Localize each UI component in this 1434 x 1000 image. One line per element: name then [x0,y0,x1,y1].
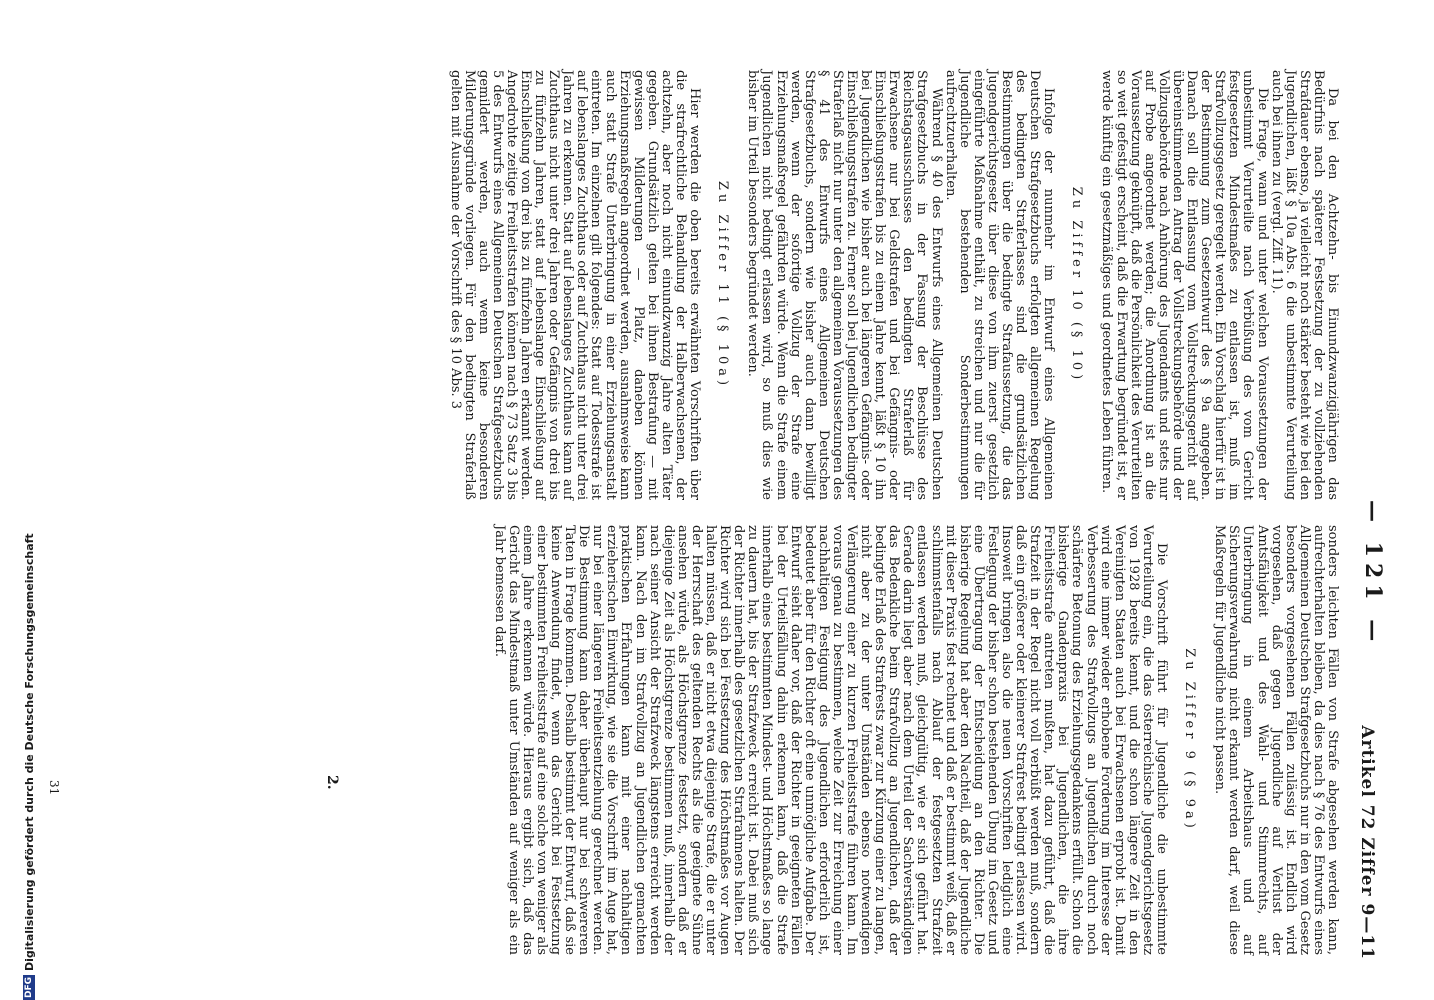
paragraph: Infolge der nunmehr im Entwurf eines Allgemeinen Deutschen Strafgesetzbuchs erfolgten allgemeinen Regelung des bedingten Straferlasses sind die grundsätzlichen Bestimmungen über die bedingte Strafaussetzung, die das Jugendgerichtsgesetz über diese von ihm zuerst gesetzlich eingeführte Maßnahme enthält, zu streichen und nur die für Jugendliche bestehenden Sonderbestimmungen aufrechtzuerhalten. [942,70,1057,500]
paragraph: Die Vorschrift führt für Jugendliche die unbestimmte Verurteilung ein, die das österreichische Jugendgerichtsgesetz von 1928 bereits kennt, und die schon längere Zeit in den Vereinigten Staaten auch bei Erwachsenen erprobt ist. Damit wird eine immer wieder erhobene Forderung im Interesse der Verbesserung des Strafvollzugs an Jugendlichen durch noch schärfere Betonung des Erziehungsgedankens erfüllt. Schon die bisherige Gnadenpraxis bei Jugendlichen, die ihre Freiheitsstrafe antreten mußten, hat dazu geführt, daß die Strafzeit in der Regel nicht voll verbüßt werden muß, sondern daß ein größerer oder kleinerer Strafrest bedingt erlassen wird. Insoweit bringen also die neuen Vorschriften lediglich eine Festlegung der bisher schon bestehenden Übung im Gesetz und eine Übertragung der Entscheidung an den Richter. Die bisherige Regelung hat aber den Nachteil, daß der Jugendliche mit dieser Praxis fest rechnet und daß er bestimmt weiß, daß er schlimmstenfalls nach Ablauf der festgesetzten Strafzeit entlassen werden muß, gleichgültig, wie er sich geführt hat. Gerade darin liegt aber nach dem Urteil der Sachverständigen das Bedenkliche beim Strafvollzug an Jugendlichen, daß der bedingte Erlaß des Strafrests zwar zur Kürzung einer zu langen, nicht aber zu der unter Umständen ebenso notwendigen Verlängerung einer zu kurzen Freiheitsstrafe führen kann. Im voraus genau zu bestimmen, welche Zeit zur Erreichung einer nachhaltigen Festigung des Jugendlichen erforderlich ist, bedeutet aber für den Richter oft eine unmögliche Aufgabe. Der Entwurf sieht daher vor, daß der Richter in geeigneten Fällen bei der Urteilsfällung dahin erkennen kann, daß die Strafe innerhalb eines bestimmten Mindest- und Höchstmaßes so lange zu dauern hat, bis der Strafzweck erreicht ist. Dabei muß sich der Richter innerhalb des gesetzlichen Strafrahmens halten. Der Richter wird sich bei Festsetzung des Höchstmaßes vor Augen halten müssen, daß er nicht etwa diejenige Strafe, die er unter der Herrschaft des geltenden Rechts als die geeignete Sühne ansehen würde, als Höchstgrenze festsetzt, sondern daß er diejenige Zeit als Höchstgrenze bestimmen muß, innerhalb der nach seiner Ansicht der Strafzweck längstens erreicht werden kann. Nach den im Strafvollzug an Jugendlichen gemachten praktischen Erfahrungen kann mit einer nachhaltigen erzieherischen Einwirkung, wie sie die Vorschrift im Auge hat, nur bei einer längeren Freiheitsentziehung gerechnet werden. Die Bestimmung kann daher überhaupt nur bei schwereren Taten in Frage kommen. Deshalb bestimmt der Entwurf, daß sie keine Anwendung findet, wenn das Gericht bei Festsetzung einer bestimmten Freiheitsstrafe auf eine solche von weniger als einem Jahre erkennen würde. Hieraus ergibt sich, daß das Gericht das Mindestmaß unter Umständen auf weniger als ein Jahr bemessen darf. [491,525,1170,955]
digitization-credit [18,0,40,1000]
signature-mark: 2. [324,775,340,790]
section-heading: Zu Ziffer 10 (§ 10) [1069,186,1085,384]
section-heading: Zu Ziffer 11 (§ 10a) [715,180,731,390]
paragraph: sonders leichten Fällen von Strafe abgesehen werden kann, aufrechterhalten bleiben, da dies nach § 76 des Entwurfs eines Allgemeinen Deutschen Strafgesetzbuchs nur in den vom Gesetz besonders vorgesehenen Fällen zulässig ist. Endlich wird vorgesehen, daß gegen Jugendliche auf Verlust der Amtsfähigkeit und des Wahl- und Stimmrechts, auf Unterbringung in einem Arbeitshaus und auf Sicherungsverwahrung nicht erkannt werden darf, weil diese Maßregeln für Jugendliche nicht passen. [1212,525,1340,955]
paragraph: Da bei den Achtzehn- bis Einundzwanzigjährigen das Bedürfnis nach späterer Festsetzung der zu vollziehenden Strafdauer ebenso, ja vielleicht noch stärker besteht wie bei den Jugendlichen, läßt § 10a Abs. 6 die unbestimmte Verurteilung auch bei ihnen zu (vergl. Ziff. 11). [1268,70,1340,500]
page-number: — 121 — [1360,500,1386,648]
paragraph: Hier werden die oben bereits erwähnten Vorschriften über die strafrechtliche Behandlung der Halberwachsenen, der achtzehn, aber noch nicht einundzwanzig Jahre alten Täter gegeben. Grundsätzlich gelten bei ihnen Bestrafung — mit gewissen Milderungen — Platz, daneben können Erziehungsmaßregeln angeordnet werden, ausnahmsweise kann auch statt Strafe Unterbringung in einer Erziehungsanstalt eintreten. Im einzelnen gilt folgendes: Statt auf Todesstrafe ist auf lebenslanges Zuchthaus oder auf Zuchthaus nicht unter drei Jahren zu erkennen. Statt auf lebenslanges Zuchthaus kann auf Zuchthaus nicht unter drei Jahren oder Gefängnis von drei bis zu fünfzehn Jahren, statt auf lebenslange Einschließung auf Einschließung von drei bis zu fünfzehn Jahren erkannt werden. Angedrohte zeitige Freiheitsstrafen können nach § 73 Satz 3 bis 5 des Entwurfs eines Allgemeinen Deutschen Strafgesetzbuchs gemildert werden, auch wenn keine besonderen Milderungsgründe vorliegen. Für den bedingten Straferlaß gelten mit Ausnahme der Vorschrift des § 10 Abs. 3 [447,70,703,500]
running-head: Artikel 72 Ziffer 9—11 [1357,725,1377,960]
section-heading: Zu Ziffer 9 (§ 9a) [1182,648,1198,832]
page-fragment-number: 31 [47,780,61,796]
paragraph: Die Frage, wann und unter welchen Voraussetzungen der unbestimmt Verurteilte nach Verbüßung des vom Gericht festgesetzten Mindestmaßes zu entlassen ist, muß im Strafvollzugsgesetz geregelt werden. Ein Vorschlag hierfür ist in der Bestimmung zum Gesetzentwurf des § 9a angegeben. Danach soll die Entlassung vom Vollstreckungsgericht auf übereinstimmenden Antrag der Vollstreckungsbehörde und der Vollzugsbehörde nach Anhörung des Jugendamts und stets nur auf Probe angeordnet werden; die Anordnung ist an die Voraussetzung geknüpft, daß die Persönlichkeit des Verurteilten so weit gefestigt erscheint, daß die Erwartung begründet ist, er werde künftig ein gesetzmäßiges und geordnetes Leben führen. [1099,70,1270,500]
page-header [1344,70,1386,960]
paragraph: Während § 40 des Entwurfs eines Allgemeinen Deutschen Strafgesetzbuchs in der Fassung der Beschlüsse des Reichstagsausschusses den bedingten Straferlaß für Erwachsene nur bei Geldstrafen und bei Gefängnis- oder Einschließungsstrafen bis zu einem Jahre kennt, läßt § 10 ihn bei Jugendlichen wie bisher auch bei längeren Gefängnis- oder Einschließungsstrafen zu. Ferner soll bei Jugendlichen bedingter Straferlaß nicht nur unter den allgemeinen Voraussetzungen des § 41 des Entwurfs eines Allgemeinen Deutschen Strafgesetzbuchs, sondern wie bisher auch dann bewilligt werden, wenn der sofortige Vollzug der Strafe eine Erziehungsmaßregel gefährden würde. Wenn die Strafe einem Jugendlichen nicht bedingt erlassen wird, so muß dies wie bisher im Urteil besonders begründet werden. [745,70,944,500]
text-column-left [492,525,1339,955]
dfg-logo: DFG [24,976,34,998]
text-column-right [447,70,1339,500]
credit-text: Digitalisierung gefördert durch die Deutsche Forschungsgemeinschaft [22,533,36,971]
